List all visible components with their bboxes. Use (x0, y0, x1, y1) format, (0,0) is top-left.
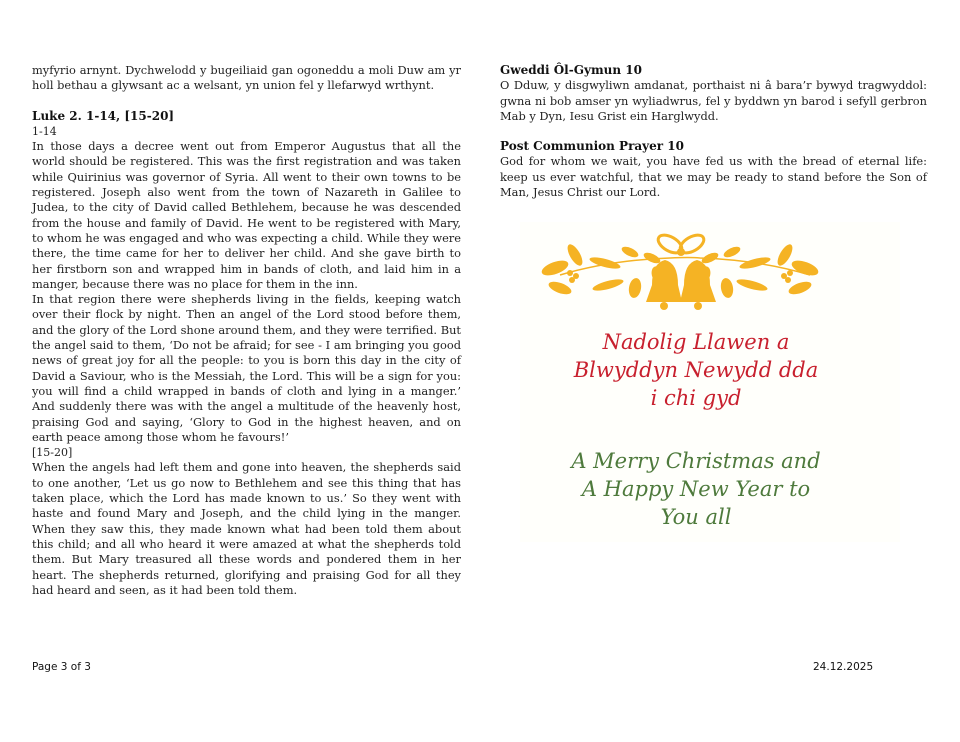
greeting-line: Nadolig Llawen a (602, 330, 790, 354)
greeting-line: A Happy New Year to (581, 477, 811, 501)
reading-paragraph: In that region there were shepherds living in the fields, keeping watch over their flock by night. Then an angel of the Lord stood before them, and the glory of the Lord shone around them, and they were terrified. But the angel said to them, ‘Do not be afraid; for see - I am bringing you good news of great joy for all the people: to you is born this day in the city of David a Saviour, who is the Messiah, the Lord. This will be a sign for you: you will find a child wrapped in bands of cloth and lying in a manger.’ And suddenly there was with the angel a multitude of the heavenly host, praising God and saying, ‘Glory to God in the highest heaven, and on earth peace among those whom he favours!’ (32, 292, 461, 444)
greeting-line: A Merry Christmas and (571, 449, 821, 473)
greeting-line: Blwyddyn Newydd dda (573, 358, 819, 382)
verse-label: 1-14 (32, 124, 57, 138)
welsh-prayer-heading: Gweddi Ôl-Gymun 10 (500, 63, 642, 77)
reading-paragraph: When the angels had left them and gone into heaven, the shepherds said to one another, ‘Let us go now to Bethlehem and see this thing that has taken place, which the Lord has made known to us.’ So they went with haste and found Mary and Joseph, and the child lying in the manger. When they saw this, they made known what had been told them about this child; and all who heard it were amazed at what the shepherds told them. But Mary treasured all these words and pondered them in her heart. The shepherds returned, glorifying and praising God for all they had heard and seen, as it had been told them. (32, 460, 461, 597)
right-column (500, 63, 927, 200)
reading-paragraph: In those days a decree went out from Emperor Augustus that all the world should be registered. This was the first registration and was taken while Quirinius was governor of Syria. All went to their own towns to be registered. Joseph also went from the town of Nazareth in Galilee to Judea, to the city of David called Bethlehem, because he was descended from the house and family of David. He went to be registered with Mary, to whom he was engaged and who was expecting a child. While they were there, the time came for her to deliver her child. And she gave birth to her firstborn son and wrapped him in bands of cloth, and laid him in a manger, because there was no place for them in the inn. (32, 139, 461, 291)
greeting-line: You all (660, 505, 732, 529)
welsh-greeting (506, 328, 886, 412)
christmas-greeting-image (520, 222, 900, 542)
greeting-line: i chi gyd (650, 386, 742, 410)
page-number: Page 3 of 3 (32, 661, 91, 673)
welsh-prayer-text: O Dduw, y disgwyliwn amdanat, porthaist ni â bara’r bywyd tragwyddol: gwna ni bob amser yn wyliadwrus, fel y byddwn yn barod i sefyll gerbron Mab y Dyn, Iesu Grist ein Harglwydd. (500, 78, 927, 123)
reading-heading: Luke 2. 1-14, [15-20] (32, 108, 175, 123)
verse-label: [15-20] (32, 446, 73, 460)
intro-text: myfyrio arnynt. Dychwelodd y bugeiliaid gan ogoneddu a moli Duw am yr holl bethau a glywsant ac a welsant, yn union fel y llefarwyd wrthynt. (32, 63, 461, 93)
english-prayer-text: God for whom we wait, you have fed us with the bread of eternal life: keep us ever watchful, that we may be ready to stand before the Son of Man, Jesus Christ our Lord. (500, 154, 927, 200)
left-column (32, 63, 461, 598)
english-greeting (506, 447, 886, 531)
english-prayer-heading: Post Communion Prayer 10 (500, 139, 684, 154)
bells-holly-garland-icon (530, 230, 830, 315)
footer-date: 24.12.2025 (813, 661, 874, 673)
